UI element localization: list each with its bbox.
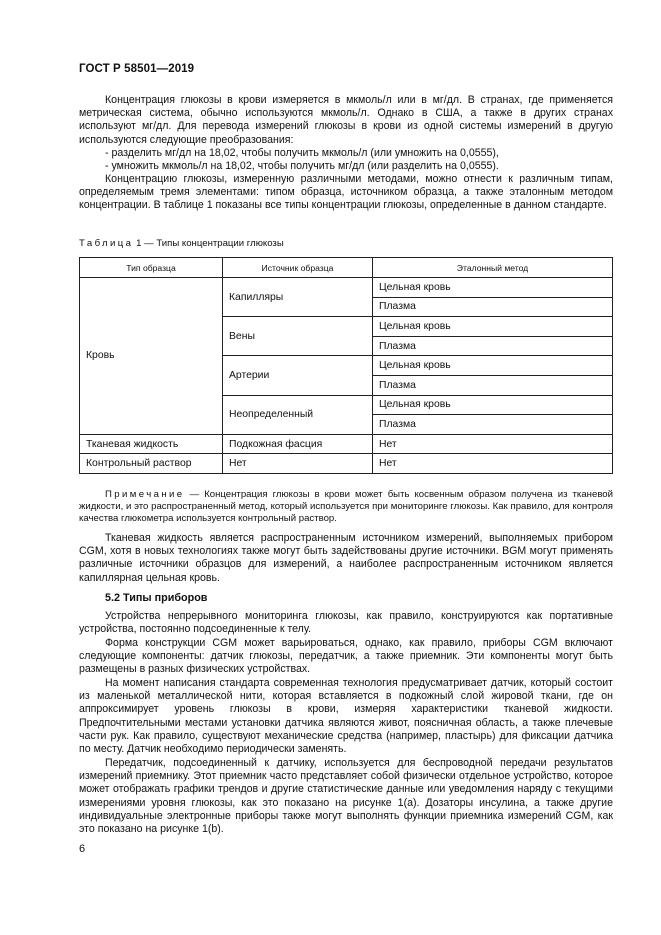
cell-source: Вены: [223, 317, 373, 356]
table-header-row: [80, 258, 613, 278]
table-row: [80, 434, 613, 454]
note-text: — Концентрация глюкозы в крови может быть косвенным образом получена из тканевой жидкости, и это распространенный метод, который используется при мониторинге глюкозы. Как правило, для контроля качества глюкометра используется контрольный раствор.: [79, 489, 613, 524]
header-reference-method: Эталонный метод: [373, 258, 613, 278]
cell-method: Плазма: [373, 297, 613, 317]
cell-source: Артерии: [223, 356, 373, 395]
section-paragraph: Устройства непрерывного мониторинга глюкозы, как правило, конструируются как портативные устройства, постоянно подсоединенные к телу.: [79, 610, 613, 636]
cell-type: Тканевая жидкость: [80, 434, 223, 454]
table-caption-label: Таблица: [79, 238, 134, 249]
section-paragraph: Передатчик, подсоединенный к датчику, используется для беспроводной передачи результатов измерений приемнику. Этот приемник часто представляет собой физически отдельное устройство, которое может отображать графики трендов и другие статистические данные или уведомления наряду с текущими измерениями уровня глюкозы, как это показано на рисунке 1(а). Дозаторы инсулина, а также другие индивидуальные электронные приборы также могут выполнять функции приемника измерений CGM, как это показано на рисунке 1(b).: [79, 757, 613, 836]
header-sample-type: Тип образца: [80, 258, 223, 278]
section-number: 5.2: [105, 592, 121, 604]
table-row: [80, 278, 613, 298]
page-number: 6: [79, 843, 86, 855]
section-heading: [105, 592, 207, 604]
table-caption: [79, 238, 284, 249]
document-header: ГОСТ Р 58501—2019: [79, 63, 195, 75]
table-row: [80, 454, 613, 474]
section-title: Типы приборов: [123, 592, 208, 604]
conversion-item: - умножить мкмоль/л на 18,02, чтобы получить мг/дл (или разделить на 0,0555).: [105, 160, 499, 172]
cell-method: Плазма: [373, 415, 613, 435]
conversion-item: - разделить мг/дл на 18,02, чтобы получить мкмоль/л (или умножить на 0,0555),: [105, 147, 499, 159]
cell-source: Капилляры: [223, 278, 373, 317]
cell-method: Нет: [373, 434, 613, 454]
cell-method: Цельная кровь: [373, 356, 613, 376]
cell-type-blood: Кровь: [80, 278, 223, 435]
cell-source: Нет: [223, 454, 373, 474]
conversion-text: разделить мг/дл на 18,02, чтобы получить мкмоль/л (или умножить на 0,0555),: [111, 147, 499, 159]
cell-method: Плазма: [373, 336, 613, 356]
glucose-types-table: [79, 257, 613, 474]
conversion-text: умножить мкмоль/л на 18,02, чтобы получить мг/дл (или разделить на 0,0555).: [111, 160, 499, 172]
section-paragraph: На момент написания стандарта современная технология предусматривает датчик, который состоит из маленькой металлической нити, которая вставляется в подкожный слой жировой ткани, где он аппроксимирует уровень глюкозы в крови, измеряя характеристики тканевой жидкости. Предпочтительными местами установки датчика являются живот, поясничная область, а также плечевые части рук. Как правило, существуют механические средства (например, пластырь) для фиксации датчика по месту. Датчик необходимо периодически заменять.: [79, 677, 613, 756]
intro-paragraph: Концентрация глюкозы в крови измеряется в мкмоль/л или в мг/дл. В странах, где применяется метрическая система, обычно используются мкмоль/л. Однако в США, а также в других странах используют мг/дл. Для перевода измерений глюкозы в крови из одной системы измерений в другую используются следующие преобразования:: [79, 94, 613, 146]
cell-source: Неопределенный: [223, 395, 373, 434]
types-paragraph: Концентрацию глюкозы, измеренную различными методами, можно отнести к различным типам, определяемым тремя элементами: типом образца, источником образца, а также эталонным методом концентрации. В таблице 1 показаны все типы концентрации глюкозы, определенные в данном стандарте.: [79, 173, 613, 212]
cell-method: Цельная кровь: [373, 317, 613, 337]
header-sample-source: Источник образца: [223, 258, 373, 278]
cell-method: Плазма: [373, 375, 613, 395]
cell-source: Подкожная фасция: [223, 434, 373, 454]
section-paragraph: Форма конструкции CGM может варьироваться, однако, как правило, приборы CGM включают следующие компоненты: датчик глюкозы, передатчик, а также приемник. Эти компоненты могут быть размещены в разных физических устройствах.: [79, 637, 613, 676]
cell-method: Цельная кровь: [373, 278, 613, 298]
table-note: [79, 489, 613, 524]
table-caption-text: 1 — Типы концентрации глюкозы: [136, 238, 284, 249]
tissue-paragraph: Тканевая жидкость является распространенным источником измерений, выполняемых прибором CGM, хотя в новых технологиях также могут быть задействованы другие источники. BGM могут применять различные источники образцов для измерений, а наиболее распространенным источником является капиллярная цельная кровь.: [79, 532, 613, 584]
cell-method: Цельная кровь: [373, 395, 613, 415]
note-label: Примечание: [105, 489, 185, 500]
cell-type: Контрольный раствор: [80, 454, 223, 474]
cell-method: Нет: [373, 454, 613, 474]
